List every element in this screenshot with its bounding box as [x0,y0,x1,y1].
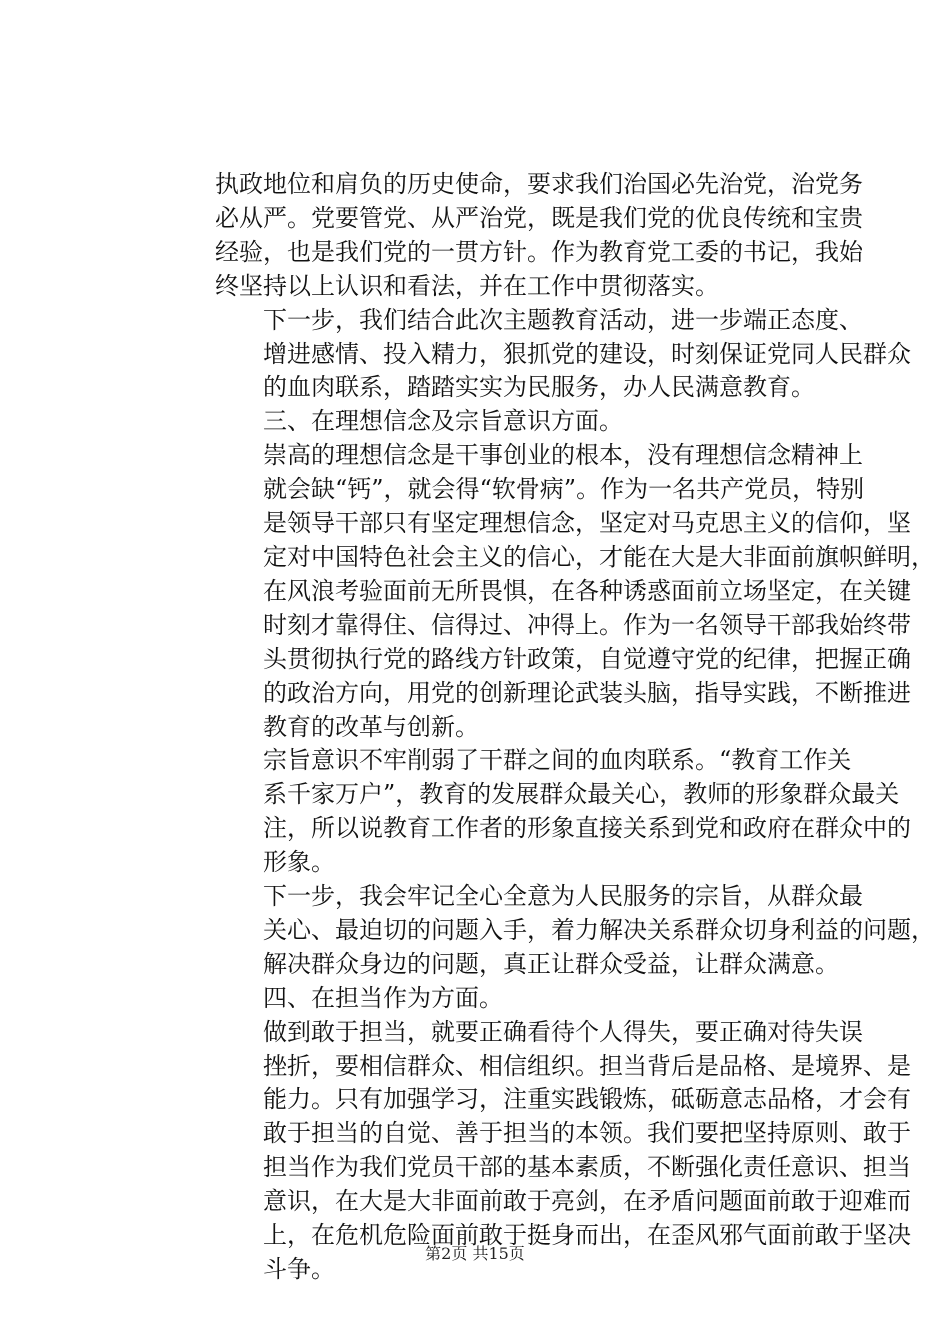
text-line: 必从严。党要管党、从严治党，既是我们党的优良传统和宝贵 [215,203,863,232]
text-line: 的政治方向，用党的创新理论武装头脑，指导实践，不断推进 [263,678,911,707]
paragraph [215,168,863,304]
text-line: 三、在理想信念及宗旨意识方面。 [263,407,623,436]
paragraph [215,405,833,439]
text-line: 执政地位和肩负的历史使命，要求我们治国必先治党，治党务 [215,170,863,198]
page-number-footer: 第2页 共15页 [425,1244,525,1263]
text-line: 敢于担当的自觉、善于担当的本领。我们要把坚持原则、敢于 [263,1119,911,1148]
text-line: 形象。 [263,848,335,877]
paragraph [215,982,833,1016]
text-line: 能力。只有加强学习，注重实践锻炼，砥砺意志品格，才会有 [263,1085,911,1114]
text-line: 经验，也是我们党的一贯方针。作为教育党工委的书记，我始 [215,237,863,266]
text-line: 做到敢于担当，就要正确看待个人得失，要正确对待失误 [263,1017,863,1046]
text-line: 是领导干部只有坚定理想信念，坚定对马克思主义的信仰，坚 [263,509,911,538]
text-line: 系千家万户”，教育的发展群众最关心，教师的形象群众最关 [263,780,900,809]
text-line: 担当作为我们党员干部的基本素质，不断强化责任意识、担当 [263,1153,911,1182]
document-body [215,168,935,1287]
text-line: 挫折，要相信群众、相信组织。担当背后是品格、是境界、是 [263,1051,911,1080]
paragraph [215,304,911,406]
text-line: 的血肉联系，踏踏实实为民服务，办人民满意教育。 [263,373,815,402]
text-line: 增进感情、投入精力，狠抓党的建设，时刻保证党同人民群众 [263,339,911,368]
paragraph [215,439,935,744]
text-line: 定对中国特色社会主义的信心，才能在大是大非面前旗帜鲜明， [263,542,935,571]
text-line: 意识，在大是大非面前敢于亮剑，在矛盾问题面前敢于迎难而 [263,1187,911,1216]
text-line: 崇高的理想信念是干事创业的根本，没有理想信念精神上 [263,441,863,470]
text-line: 四、在担当作为方面。 [263,983,503,1012]
text-line: 下一步，我会牢记全心全意为人民服务的宗旨，从群众最 [263,882,863,911]
paragraph [215,880,935,982]
paragraph [215,744,911,880]
text-line: 上，在危机危险面前敢于挺身而出，在歪风邪气面前敢于坚决 [263,1221,911,1250]
text-line: 在风浪考验面前无所畏惧，在各种诱惑面前立场坚定，在关键 [263,576,911,605]
text-line: 就会缺“钙”，就会得“软骨病”。作为一名共产党员，特别 [263,475,865,504]
text-line: 注，所以说教育工作者的形象直接关系到党和政府在群众中的 [263,814,911,843]
text-line: 关心、最迫切的问题入手，着力解决关系群众切身利益的问题， [263,915,935,944]
text-line: 解决群众身边的问题，真正让群众受益，让群众满意。 [263,949,839,978]
text-line: 头贯彻执行党的路线方针政策，自觉遵守党的纪律，把握正确 [263,644,911,673]
text-line: 下一步，我们结合此次主题教育活动，进一步端正态度、 [263,305,863,334]
text-line: 斗争。 [263,1255,335,1283]
text-line: 时刻才靠得住、信得过、冲得上。作为一名领导干部我始终带 [263,610,911,639]
text-line: 终坚持以上认识和看法，并在工作中贯彻落实。 [215,271,719,300]
text-line: 宗旨意识不牢削弱了干群之间的血肉联系。“教育工作关 [263,746,852,775]
text-line: 教育的改革与创新。 [263,712,479,741]
